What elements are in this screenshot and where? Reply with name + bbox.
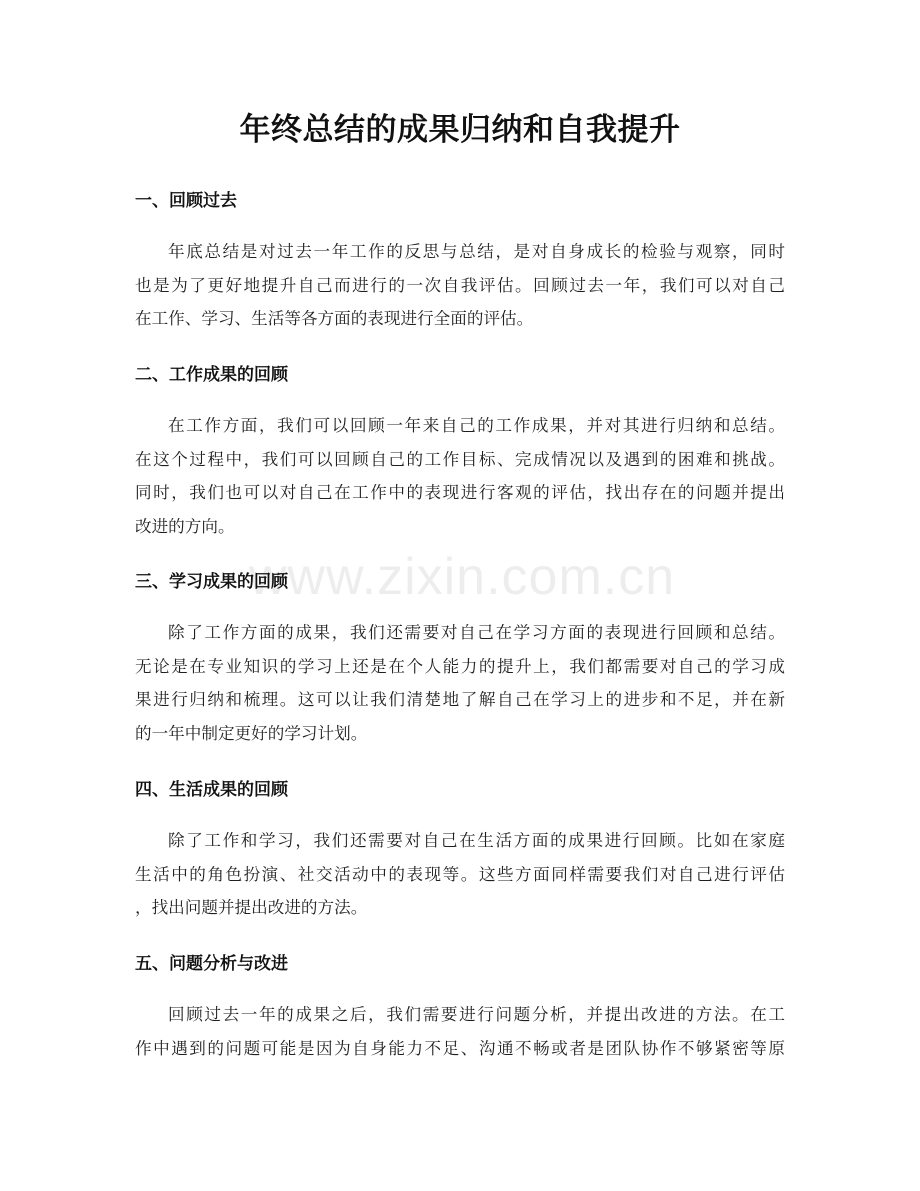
- paragraph-line: ，找出问题并提出改进的方法。: [135, 898, 368, 917]
- section-paragraph-1: [135, 235, 785, 336]
- paragraph-line: 果进行归纳和梳理。这可以让我们清楚地了解自己在学习上的进步和不足，并在新: [135, 690, 785, 709]
- section-heading-5: 五、问题分析与改进: [135, 954, 288, 974]
- watermark-text: www.zixin.com.cn: [248, 548, 676, 606]
- section-heading-3: 三、学习成果的回顾: [135, 572, 288, 592]
- paragraph-line: 在工作方面，我们可以回顾一年来自己的工作成果，并对其进行归纳和总结。: [168, 416, 785, 435]
- section-heading-2: 二、工作成果的回顾: [135, 365, 288, 385]
- section-heading-4: 四、生活成果的回顾: [135, 780, 288, 800]
- paragraph-line: 除了工作和学习，我们还需要对自己在生活方面的成果进行回顾。比如在家庭: [168, 831, 785, 850]
- paragraph-line: 在工作、学习、生活等各方面的表现进行全面的评估。: [135, 309, 534, 328]
- paragraph-line: 作中遇到的问题可能是因为自身能力不足、沟通不畅或者是团队协作不够紧密等原: [135, 1038, 785, 1058]
- section-paragraph-5: [135, 998, 785, 1065]
- paragraph-line: 在这个过程中，我们可以回顾自己的工作目标、完成情况以及遇到的困难和挑战。: [135, 449, 785, 469]
- document-title: 年终总结的成果归纳和自我提升: [239, 112, 681, 148]
- section-heading-1: 一、回顾过去: [135, 191, 237, 211]
- paragraph-line: 回顾过去一年的成果之后，我们需要进行问题分析，并提出改进的方法。在工: [168, 1005, 785, 1024]
- paragraph-line: 也是为了更好地提升自己而进行的一次自我评估。回顾过去一年，我们可以对自己: [135, 275, 785, 295]
- section-paragraph-4: [135, 824, 785, 925]
- paragraph-line: 年底总结是对过去一年工作的反思与总结，是对自身成长的检验与观察，同时: [168, 242, 785, 261]
- paragraph-line: 无论是在专业知识的学习上还是在个人能力的提升上，我们都需要对自己的学习成: [135, 656, 785, 676]
- paragraph-line: 除了工作方面的成果，我们还需要对自己在学习方面的表现进行回顾和总结。: [168, 623, 785, 642]
- section-paragraph-3: [135, 616, 785, 750]
- section-paragraph-2: [135, 409, 785, 543]
- paragraph-line: 同时，我们也可以对自己在工作中的表现进行客观的评估，找出存在的问题并提出: [135, 483, 785, 502]
- paragraph-line: 的一年中制定更好的学习计划。: [135, 723, 368, 743]
- paragraph-line: 改进的方向。: [135, 516, 235, 536]
- paragraph-line: 生活中的角色扮演、社交活动中的表现等。这些方面同样需要我们对自己进行评估: [135, 864, 785, 884]
